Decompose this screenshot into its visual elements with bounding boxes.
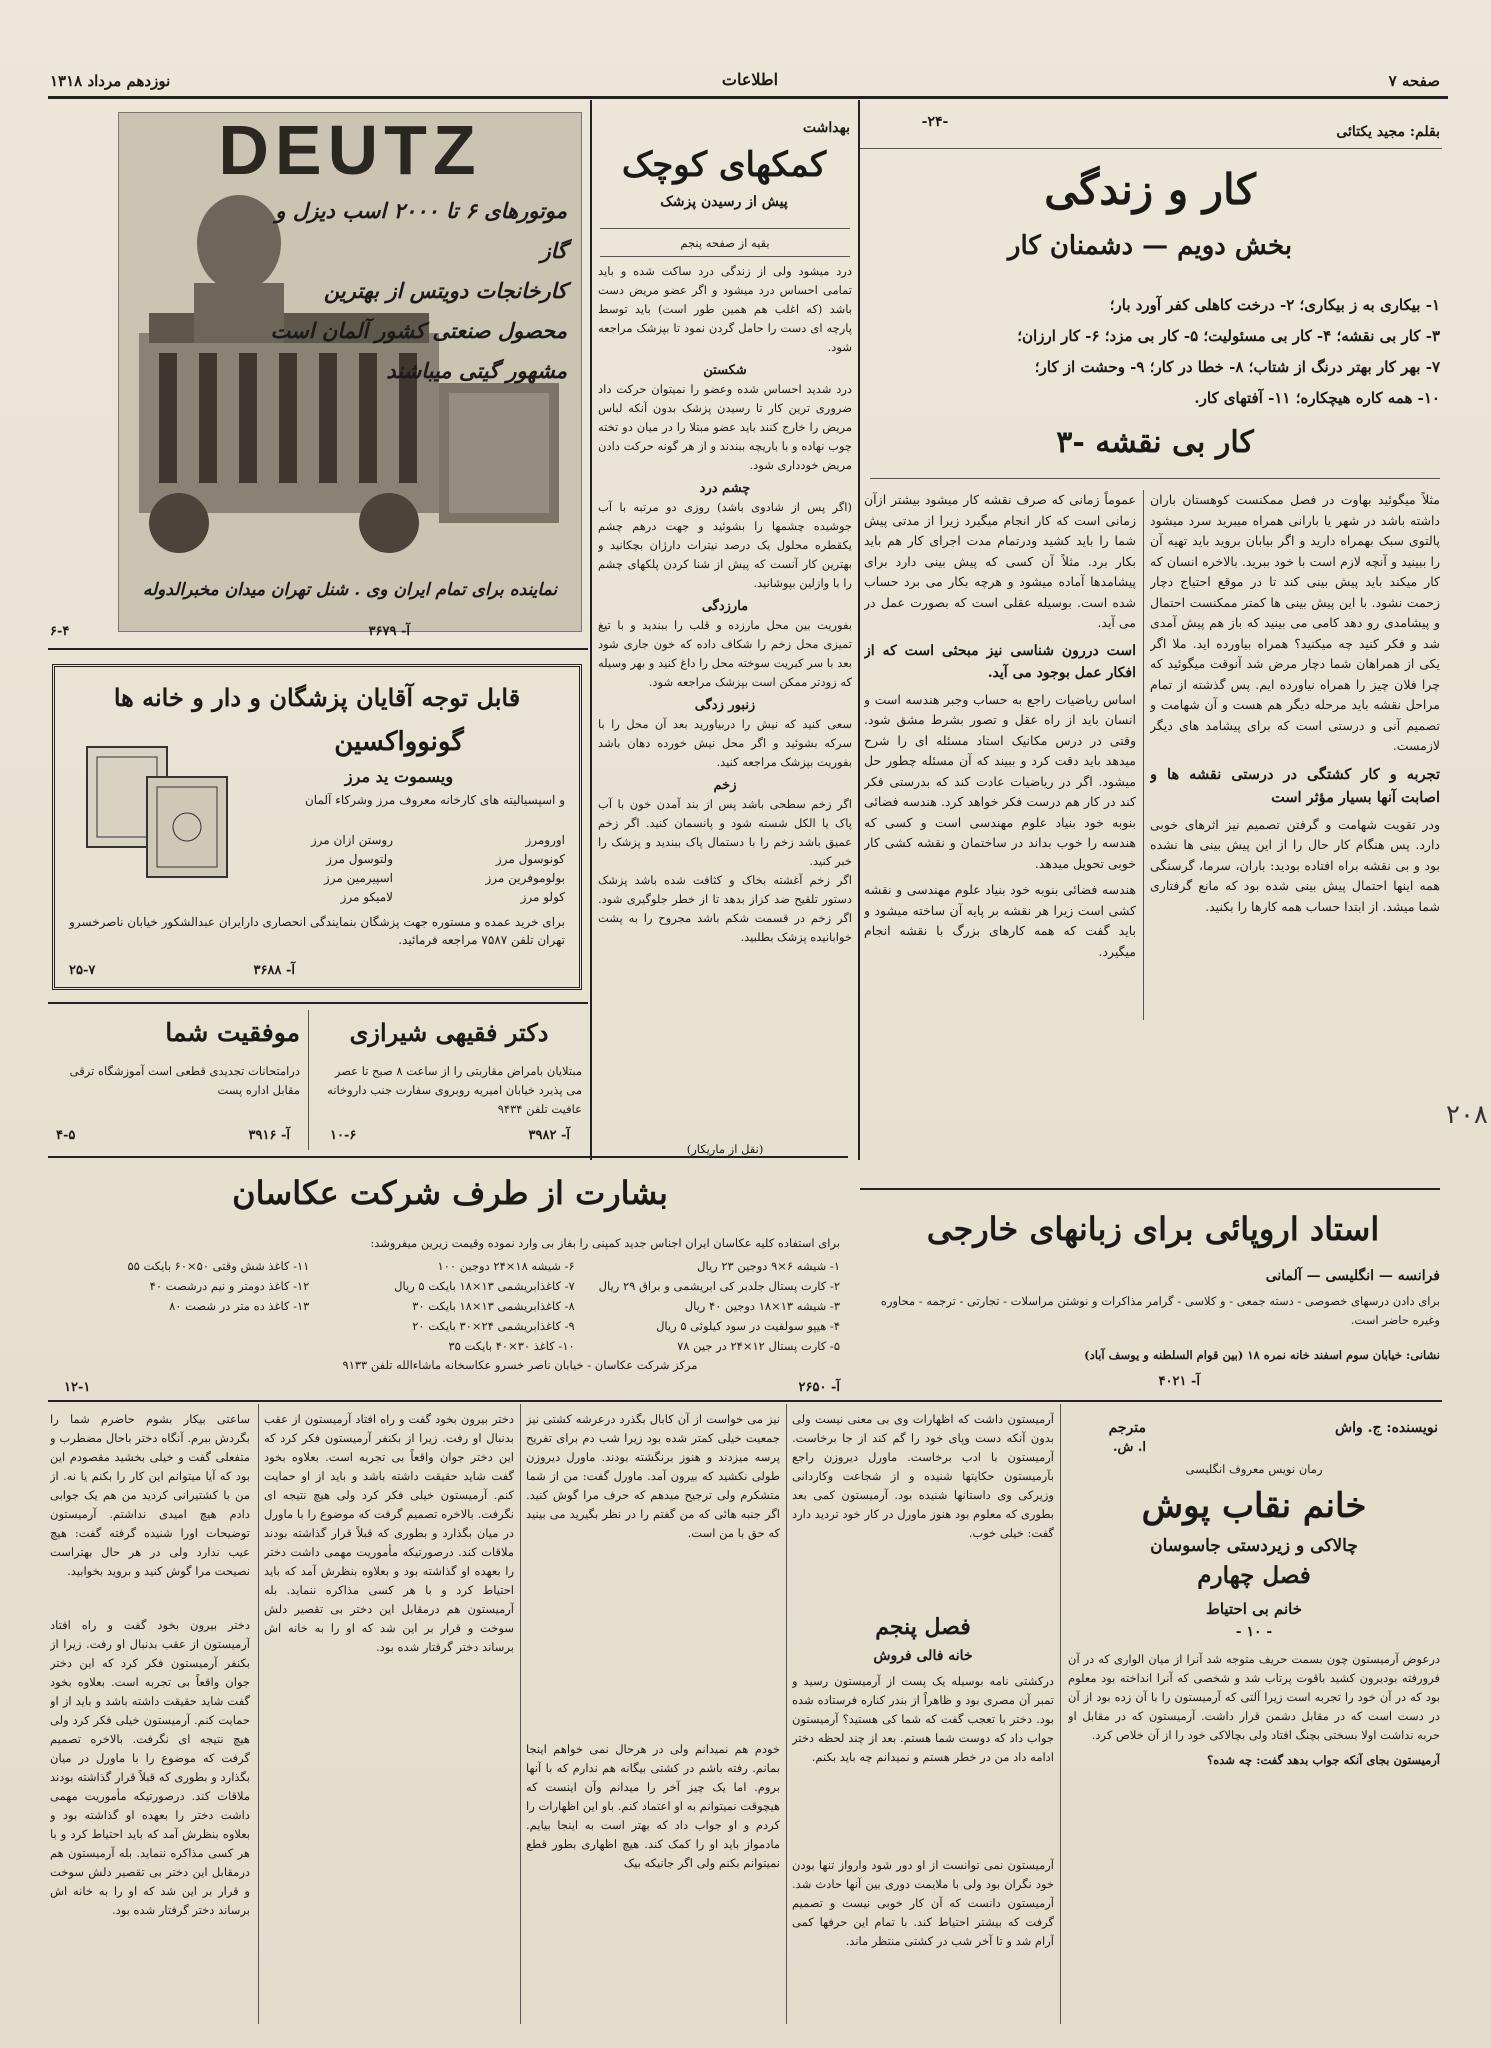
serial-col-1-text: درعوض آرمیستون چون بسمت حریف متوجه شد آنرا از میان الواری که در آن فرورفته بودیرون کشید باقوت پرتاب شد و شخصی که آنرا انداخته بود معلوم بود که در آن خود را تجربه است زیرا آلتی که آرمیستون را با آن زده بود از آن در دست است که در مقابل دشمن قرار داشت. آرمیستون که در مقابل او حربه نداشت اولا بسختی بچنگ افتاد ولی بچالاکی خود را از آن خلاص کرد. xyxy=(1068,1652,1440,1742)
deutz-text xyxy=(267,191,567,391)
gonovaxin-item: روستن ازان مرز xyxy=(310,833,393,847)
doctor-text: مبتلایان بامراض مقاربتی را از ساعت ۸ صبح تا عصر می پذیرد خیابان امیریه روبروی سفارت جنب داروخانه عافیت تلفن ۹۴۳۴ xyxy=(327,1064,582,1116)
gonovaxin-items xyxy=(235,831,565,907)
work-life-title: کار و زندگی xyxy=(1044,165,1256,214)
toc-line: ۱- بیکاری به ز بیکاری؛ ۲- درخت کاهلی کفر آورد بار؛ xyxy=(1109,296,1440,314)
gonovaxin-ad xyxy=(52,664,582,990)
serial-col-4c: دختر بیرون بخود گفت و راه افتاد آرمیستون از عقب بدنبال او رفت. زیرا از بکنفر آرمیستون فکر کرد که این دختر جوان واقعاً بی تجربه است. بعلاوه بخود گفت شاید حقیقت داشته باشد و باید از او حمایت کنم. آرمیستون خیلی فکر کرد ولی هیچ نتیجه ای نگرفت. بالاخره تصمیم گرفت که موضوع را با ماورل در میان بگذارد و بطوری که قبلاً قرار گذاشته بودند ملاقات کند. درصورتیکه مأموریت مهمی داشت دختر را بعهده او گذاشته بود و بعلاوه بنظرش آمد که باید احتیاط کرد و با هر کسی مذاکره ننماید. بله آرمیستون هم درمقابل این دختر بی تقصیر دلش سوخت و قرار بر این شد که او را به خانه اش برساند دختر گرفتار شده بود. xyxy=(264,1412,514,1654)
photo-item: ۷- کاغذابریشمی ۱۳×۱۸ بایکت ۵ ریال xyxy=(394,1279,575,1293)
rule xyxy=(48,1400,1442,1402)
gonovaxin-item: اسپیرمین مرز xyxy=(323,871,393,885)
success-text: درامتحانات تجدیدی قطعی است آموزشگاه ترقی مقابل اداره پست xyxy=(69,1064,300,1097)
health-section-text: درد شدید احساس شده وعضو را نمیتوان حرکت داد ضروری ترین کار تا رسیدن پزشک بدون آنکه لباس مریض را خارج کنند باید عضو مبتلا را در میان دو تخته چوب نهاده و با باریچه ببندند و از هر گونه حرکت دادن مریض خودداری شود. xyxy=(598,382,852,472)
photo-item: ۲- کارت پستال جلدبر کی ابریشمی و براق ۲۹ ریال xyxy=(598,1279,840,1293)
deutz-code: آ- ۳۶۷۹ xyxy=(368,624,410,639)
rule xyxy=(600,228,850,229)
work-life-toc xyxy=(870,290,1440,414)
health-credit: (نقل از ماریکار) xyxy=(686,1142,764,1156)
column-rule xyxy=(590,100,592,1160)
gonovaxin-code-2: ۲۵-۷ xyxy=(69,963,96,978)
success-code-2: ۴-۵ xyxy=(56,1128,76,1143)
photo-item: ۱- شیشه ۶×۹ دوجین ۲۳ ریال xyxy=(697,1259,840,1273)
photo-item: ۸- کاغذابریشمی ۱۳×۱۸ بایکت ۳۰ xyxy=(412,1299,575,1313)
col-a-text-2: ودر تقویت شهامت و گرفتن تصمیم نیز اثرهای خوبی دارد. پس هنگام کار حال را از این پیش بینی ها نشده بود و بی نقشه براه افتاده بودید: باران، سرما، گرسنگی همه اینها احتمال پیش بینی شده بود که مانع گرفتاری شما میشد. از ابتدا حساب همه کارها را بکنید. xyxy=(1150,816,1440,914)
column-rule xyxy=(520,1404,521,2024)
photo-code: آ- ۲۶۵۰ xyxy=(798,1380,840,1395)
section-head: ۳- کار بی نقشه xyxy=(1056,425,1254,460)
rule xyxy=(860,148,1442,149)
col-a-bold: تجربه و کار کشتگی در درستی نقشه ها و اصابت آنها بسیار مؤثر است xyxy=(1150,765,1440,806)
serial-title: خانم نقاب پوش xyxy=(1141,1486,1367,1526)
health-section-head: چشم درد xyxy=(699,481,751,496)
teacher-text: برای دادن درسهای خصوصی - دسته جمعی - و کلاسی - گرامر مذاکرات و نوشتن مراسلات - تجارتی - ترجمه - محاوره وغیره حاضر است. xyxy=(880,1294,1440,1327)
deutz-line: کارخانجات دویتس از بهترین xyxy=(323,278,567,303)
gonovaxin-item: بولوموفرین مرز xyxy=(485,871,565,885)
gonovaxin-sales-note: برای خرید عمده و مستوره جهت پزشگان بنمایندگی انحصاری دارایران عبدالشکور خیابان ناصرخسرو تهران تلفن ۷۵۸۷ مراجعه فرمائید. xyxy=(69,915,565,947)
gonovaxin-item: ولتوسول مرز xyxy=(326,852,393,866)
health-section-head: شکستن xyxy=(703,363,747,378)
photo-item: ۱۱- کاغذ شش وقتی ۵۰×۶۰ بایکت ۵۵ xyxy=(127,1259,310,1273)
serial-chapter: فصل چهارم xyxy=(1197,1562,1311,1589)
health-title: کمکهای کوچک xyxy=(621,145,827,185)
gonovaxin-tagline: ویسموت ید مرز xyxy=(344,767,454,786)
doctor-code: آ- ۳۹۸۲ xyxy=(528,1128,570,1143)
photo-item: ۳- شیشه ۱۳×۱۸ دوجین ۴۰ ریال xyxy=(684,1299,840,1313)
gonovaxin-desc: و اسپسیالیته های کارخانه معروف مرز وشرکاء آلمان xyxy=(304,793,565,807)
success-title: موفقیت شما xyxy=(165,1018,300,1047)
serial-chapter-sub: خانم بی احتیاط xyxy=(1205,1600,1303,1618)
serial-col-2b: درکشتی نامه بوسیله یک پست از آرمیستون رسید و تمبر آن مصری بود و ظاهراً از بندر کناره فرستاده شده بود. دختر با تعجب گفت که شما کی هستید؟ آرمیستون جواب داد که دوست شما هستم. بعد از چند لحظه دختر ادامه داد من در خطر هستم و نمیدانم چه باید بکنم. xyxy=(792,1674,1054,1764)
gonovaxin-item: اورومرز xyxy=(525,833,565,847)
teacher-langs: فرانسه — انگلیسی — آلمانی xyxy=(1265,1268,1440,1284)
gonovaxin-product: گونوواکسین xyxy=(334,727,464,757)
gonovaxin-item: کونوسول مرز xyxy=(495,852,565,866)
column-rule xyxy=(258,1404,259,2024)
column-number: -۲۴- xyxy=(921,114,949,130)
health-section-text: سعی کنید که نیش را دربیاورید بعد آن محل را با سرکه بشوئید و اگر محل نیش خورده دهان باشد بفوریت بپزشک مراجعه کنید. xyxy=(598,717,852,769)
gonovaxin-code: آ- ۳۶۸۸ xyxy=(253,963,295,978)
success-code: آ- ۳۹۱۶ xyxy=(248,1128,290,1143)
photo-item: ۶- شیشه ۱۸×۲۴ دوجین ۱۰۰ xyxy=(437,1259,575,1273)
col-b-text-3: هندسه فضائی بنوبه خود بنیاد علوم مهندسی و نقشه کشی است زیرا هر نقشه بر پایه آن ساخته میشود و باید گفت که همه کارهای بزرگ با نقشه انجام میگیرد. xyxy=(864,882,1136,959)
masthead-date: نوزدهم مرداد ۱۳۱۸ xyxy=(50,72,171,90)
doctor-title: دکتر فقیهی شیرازی xyxy=(349,1018,549,1047)
product-boxes-illustration xyxy=(77,737,237,887)
health-subtitle: پیش از رسیدن پزشک xyxy=(660,194,788,210)
column-rule xyxy=(1143,490,1144,1020)
byline: بقلم: مجید یکتائی xyxy=(1336,124,1440,140)
rule xyxy=(600,256,850,257)
serial-col-2c: آرمیستون نمی توانست از او دور شود وارواز تنها بودن خود نگران بود ولی با ملایمت دوری بین آنها حادث شد. آرمیستون دانست که آن کار خوبی نیست و تصمیم گرفت که بیشتر احتیاط کند. با تمام این حرفها کمی آرام شد و تا آخر شب در کشتی منتظر ماند. xyxy=(792,1858,1054,1948)
doctor-code-2: ۱۰-۶ xyxy=(330,1128,357,1143)
serial-part-no: - ۱۰ - xyxy=(1235,1624,1273,1640)
health-intro: درد میشود ولی از زندگی درد ساکت شده و باید تمامی احساس درد میشود و اگر عضو مریض دست باشد (که اغلب هم همین طور است) باید توسط پارچه ای دست را حامل گردن نمود تا بپزشک مراجعه شود. xyxy=(598,264,852,354)
health-section-head: زنبور زدگی xyxy=(694,698,756,713)
toc-line: ۳- کار بی نقشه؛ ۴- کار بی مسئولیت؛ ۵- کار بی مزد؛ ۶- کار ارزان؛ xyxy=(1017,327,1440,345)
photo-item: ۱۲- کاغذ دومتر و نیم درشصت ۴۰ xyxy=(149,1279,310,1293)
serial-chapter-5-sub: خانه فالی فروش xyxy=(873,1648,973,1664)
deutz-line: موتورهای ۶ تا ۲۰۰۰ اسب دیزل و گاز xyxy=(275,198,567,263)
serial-translator-label: مترجم xyxy=(1108,1420,1146,1436)
gonovaxin-item: کولو مرز xyxy=(520,890,565,904)
photo-item: ۴- هیپو سولفیت در سود کیلوئی ۵ ریال xyxy=(656,1319,840,1333)
health-continued: بقیه از صفحه پنجم xyxy=(680,236,770,250)
toc-line: ۷- بهر کار بهتر درنگ از شتاب؛ ۸- خطا در کار؛ ۹- وحشت از کار؛ xyxy=(1034,358,1440,376)
serial-col-3b: خودم هم نمیدانم ولی در هرحال نمی خواهم اینجا بمانم. رفته باشم در کشتی بیگانه هم ندارم که با آنها بروم. اما یک چیز آخر را میدانم وآن اینست که هیچوقت نمیتوانم به او اعتماد کنم. باو این اظهارات را کردم و او جواب داد که بهتر است به اینجا بیایم. مادمواز باید او را کمک کند. هیچ اظهاری بطور قطع نمیتوانم بکنم ولی اگر جانیکه بیک xyxy=(526,1742,780,1870)
rule xyxy=(48,648,588,650)
paper-name: اطلاعات xyxy=(721,70,779,89)
column-rule xyxy=(1060,1404,1061,2024)
column-rule xyxy=(858,100,860,1160)
serial-col-2: آرمیستون داشت که اظهارات وی بی معنی نیست ولی بدون آنکه دست وپای خود را گم کند از جا برخاست. آرمیستون با ادب برخاست. ماورل دیروزن راجع بآرمیستون حکایتها شنیده و از شجاعت وکاردانی وزیرکی وی داستانها شنیده بود. آرمیستون کمی بعد بطوری که معلوم بود هنوز ماورل در کار خود تردید دارد گفت: خیلی خوب. xyxy=(792,1412,1054,1540)
page-label: صفحه ۷ xyxy=(1388,72,1440,90)
photo-title: بشارت از طرف شرکت عکاسان xyxy=(232,1174,668,1212)
deutz-code-2: ۶-۴ xyxy=(50,624,70,639)
health-section-text: اگر زخم آغشته بخاک و کثافت شده باشد پزشک دستور تلقیح ضد کزاز بدهد تا از خطر جلوگیری شود. اگر زخم در قسمت شکم باشد مجروح را به پشت خوابانیده پزشک بطلبید. xyxy=(598,873,852,944)
col-b-text: عموماً زمانی که صرف نقشه کار میشود بیشتر ازآن زمانی است که کار انجام میگیرد زیرا از مدتی پیش شما را باید کشید ودرتمام مدت اجرای کار هم باید بکار برد. مثلاً آن کسی که پیش بینی دارد برای پیشامدها آماده میشود و هرچه بکار می برد حساب شده است. بوسیله عقلی است که بصورت عمل در می آید. xyxy=(864,492,1136,630)
rule xyxy=(48,1002,588,1004)
work-life-col-b xyxy=(864,490,1136,1170)
serial-novelist-note: رمان نویس معروف انگلیسی xyxy=(1185,1462,1323,1476)
serial-col-3: نیز می خواست از آن کابال بگذرد درعرشه کشتی نیز جمعیت خیلی کمتر شده بود زیرا شب دم برای تفریح پرسه میزدند و هنوز برنگشته بودند. ماورل دیروزن طولی نکشید که بیرون آمد. ماورل گفت: من از شما متشکرم ولی ترجیح میدهم که حرف مرا گوش کنید. اگر جنبه هائی که من گفتم را در نظر بگیرید می بینید که حق با من است. xyxy=(526,1412,780,1540)
health-section-text: اگر زخم سطحی باشد پس از بند آمدن خون با آب پاک یا الکل شسته شود و پانسمان کنید. اگر زخم عمیق باشد زخم را با دستمال پاک ببندید و پزشک را خبر کنید. xyxy=(598,797,852,868)
col-b-text-2: اساس ریاضیات راجع به حساب وجبر هندسه است و انسان باید از راه عقل و تصور بشرط مشق شود. وقتی در درس مکانیک استاد مسئله ای را شرح میدهد باید دقت کرد و ببیند که آن مسئله چطور حل میشود. اگر در ریاضیات عادت کند که بدرستی فکر کند در کار هم درست فکر خواهد کرد. هندسه فضائی بنوبه خود بنیاد علوم مهندسی است و کسی که هندسه را خوب بداند در ساختمان و نقشه کشی کار خوبی تحویل میدهد. xyxy=(864,691,1136,871)
photo-item: ۵- کارت پستال ۱۲×۲۴ در جین ۷۸ xyxy=(677,1339,840,1353)
serial-col-1-bold: آرمیستون بجای آنکه جواب بدهد گفت: چه شده؟ xyxy=(1207,1753,1440,1767)
teacher-address: نشانی: خیابان سوم اسفند خانه نمره ۱۸ (بین قوام السلطنه و یوسف آباد) xyxy=(1084,1348,1440,1362)
photo-item: ۱۳- کاغذ ده متر در شصت ۸۰ xyxy=(169,1299,310,1313)
serial-col-4b: دختر بیرون بخود گفت و راه افتاد آرمیستون از عقب بدنبال او رفت. زیرا از بکنفر آرمیستون فکر کرد که این دختر جوان واقعاً بی تجربه است. بعلاوه بخود گفت شاید حقیقت داشته باشد و باید از او حمایت کنم. آرمیستون خیلی فکر کرد ولی هیچ نتیجه ای نگرفت. بالاخره تصمیم گرفت که موضوع را با ماورل در میان بگذارد و بطوری که قبلاً قرار گذاشته بودند ملاقات کند. درصورتیکه مأموریت مهمی داشت دختر را بعهده او گذاشته بود و بعلاوه بنظرش آمد که باید احتیاط کرد و با هر کسی مذاکره ننماید. بله آرمیستون هم درمقابل این دختر بی تقصیر دلش سوخت و قرار بر این شد که او را به خانه اش برساند دختر گرفتار شده بود. xyxy=(50,1618,250,1917)
toc-line: ۱۰- همه کاره هیچکاره؛ ۱۱- آفتهای کار. xyxy=(1194,389,1440,407)
serial-author: نویسنده: ج. واش xyxy=(1335,1420,1438,1436)
teacher-title: استاد اروپائی برای زبانهای خارجی xyxy=(926,1210,1380,1248)
photo-items xyxy=(60,1256,840,1356)
rule xyxy=(860,1188,1440,1190)
photo-item: ۹- کاغذابریشمی ۲۴×۳۰ بایکت ۲۰ xyxy=(412,1319,575,1333)
serial-translator: ا. ش. xyxy=(1112,1440,1146,1455)
photo-intro: برای استفاده کلیه عکاسان ایران اجناس جدید کمپنی را بفاز بی وارد نموده وقیمت زیرین میفروشد: xyxy=(370,1236,840,1250)
rule xyxy=(870,478,1440,479)
deutz-ad xyxy=(118,112,582,632)
health-section-text: (اگر پس از شادوی باشد) روزی دو مرتبه با آب جوشیده چشمها را بشوئید و جهت درهم چشم یکقطره محلول یک درصد نیترات دارژان بچکانید و بهترین کار آنست که پیش از شنا کردن پلکهای چشم را با وازلین بپوشانید. xyxy=(598,500,852,590)
health-section-head: زخم xyxy=(713,778,737,793)
column-rule xyxy=(786,1404,787,2024)
rule xyxy=(48,1156,848,1158)
column-rule xyxy=(308,1010,309,1150)
health-section-head: مارزدگی xyxy=(701,599,749,614)
photo-item: ۱۰- کاغذ ۳۰×۴۰ بایکت ۳۵ xyxy=(448,1339,575,1353)
health-kicker: بهداشت xyxy=(802,120,850,136)
photo-code-2: ۱۲-۱ xyxy=(64,1380,91,1395)
work-life-subtitle: بخش دویم — دشمنان کار xyxy=(1007,231,1293,261)
gonovaxin-item: لامیکو مرز xyxy=(340,890,393,904)
photo-address: مرکز شرکت عکاسان - خیابان ناصر خسرو عکاسخانه ماشاءالله تلفن ۹۱۳۳ xyxy=(342,1358,698,1372)
gonovaxin-header: قابل توجه آقایان پزشگان و دار و خانه ها xyxy=(113,683,521,712)
serial-chapter-5: فصل پنجم xyxy=(875,1614,971,1640)
health-section-text: بفوریت بین محل مارزده و قلب را ببندید و با تیغ تمیزی محل زخم را شکاف داده که خون جاری شود بعد با سر کبریت سوخته محل را داغ کنید و بهر وسیله که زودتر ممکن است بپزشک مراجعه شود. xyxy=(598,618,852,689)
col-b-bold: است دررون شناسی نیز مبحثی است که از افکار عمل بوجود می آید. xyxy=(864,642,1136,681)
teacher-code: آ- ۴۰۲۱ xyxy=(1158,1374,1200,1389)
serial-col-1 xyxy=(1068,1650,1440,2020)
serial-subtitle: چالاکی و زیردستی جاسوسان xyxy=(1150,1536,1358,1556)
health-body xyxy=(598,262,852,1132)
margin-number: ۲۰۸ xyxy=(1446,1100,1488,1130)
deutz-line: مشهور گیتی میباشند xyxy=(386,358,567,383)
deutz-agent: نماینده برای تمام ایران وی . شنل تهران میدان مخبرالدوله xyxy=(142,580,558,600)
serial-col-4: ساعتی بیکار بشوم حاضرم شما را بگردش ببرم. آنگاه دختر باحال مضطرب و متفعلی گفت و خیلی بخشید مقصودم این بود که آیا میتوانم این کار را بکنم یا نه. از من با کشتیرانی کردید من هم یک جوابی دادم هیچ امیدی نداشتم. آرمیستون توضیحات اورا شنیده گرفته گفت: هیچ عیب ندارد ولی در هر حال بهتراست نصیحت مرا گوش کنید و بروید بخوابید. xyxy=(50,1412,250,1578)
work-life-col-a xyxy=(1150,490,1440,1030)
deutz-brand: DEUTZ xyxy=(218,112,482,189)
col-a-text: مثلاً میگوئید بهاوت در فصل ممکنست کوهستان باران داشته باشد در شهر یا بارانی همراه میبرید سرد میشود پالتوی سبک بهمراه دارید و اگر بیابان بروید باید تهیه آن را ببینید و آنچه لازم است با خود ببرید. بالاخره انسان که کار میکند باید پیش بینی کند تا در موقع احتیاج دچار زحمت نشود. با این پیش بینی ها کمتر ممکنست احتمال و پیشامدی رو دهد کامی می بینید که باز هم پیش آمدی شد و فکر کنید چه میکنید؟ همراه بیاورده اید. ملا اگر یکی از همراهان شما دچار مرض شد آنوقت میگوئید که چرا فلان چیز را همراه نیاورده ایم. پس گذشته از تمام مراحل نقشه باید مرحله دیگر هم هست و آن شهامت و تصمیم آنی و درستی است که برای پیشامد های دیگر لازمست. xyxy=(1150,492,1440,753)
masthead-rule xyxy=(48,96,1448,99)
deutz-line: محصول صنعتی کشور آلمان است xyxy=(270,318,567,343)
